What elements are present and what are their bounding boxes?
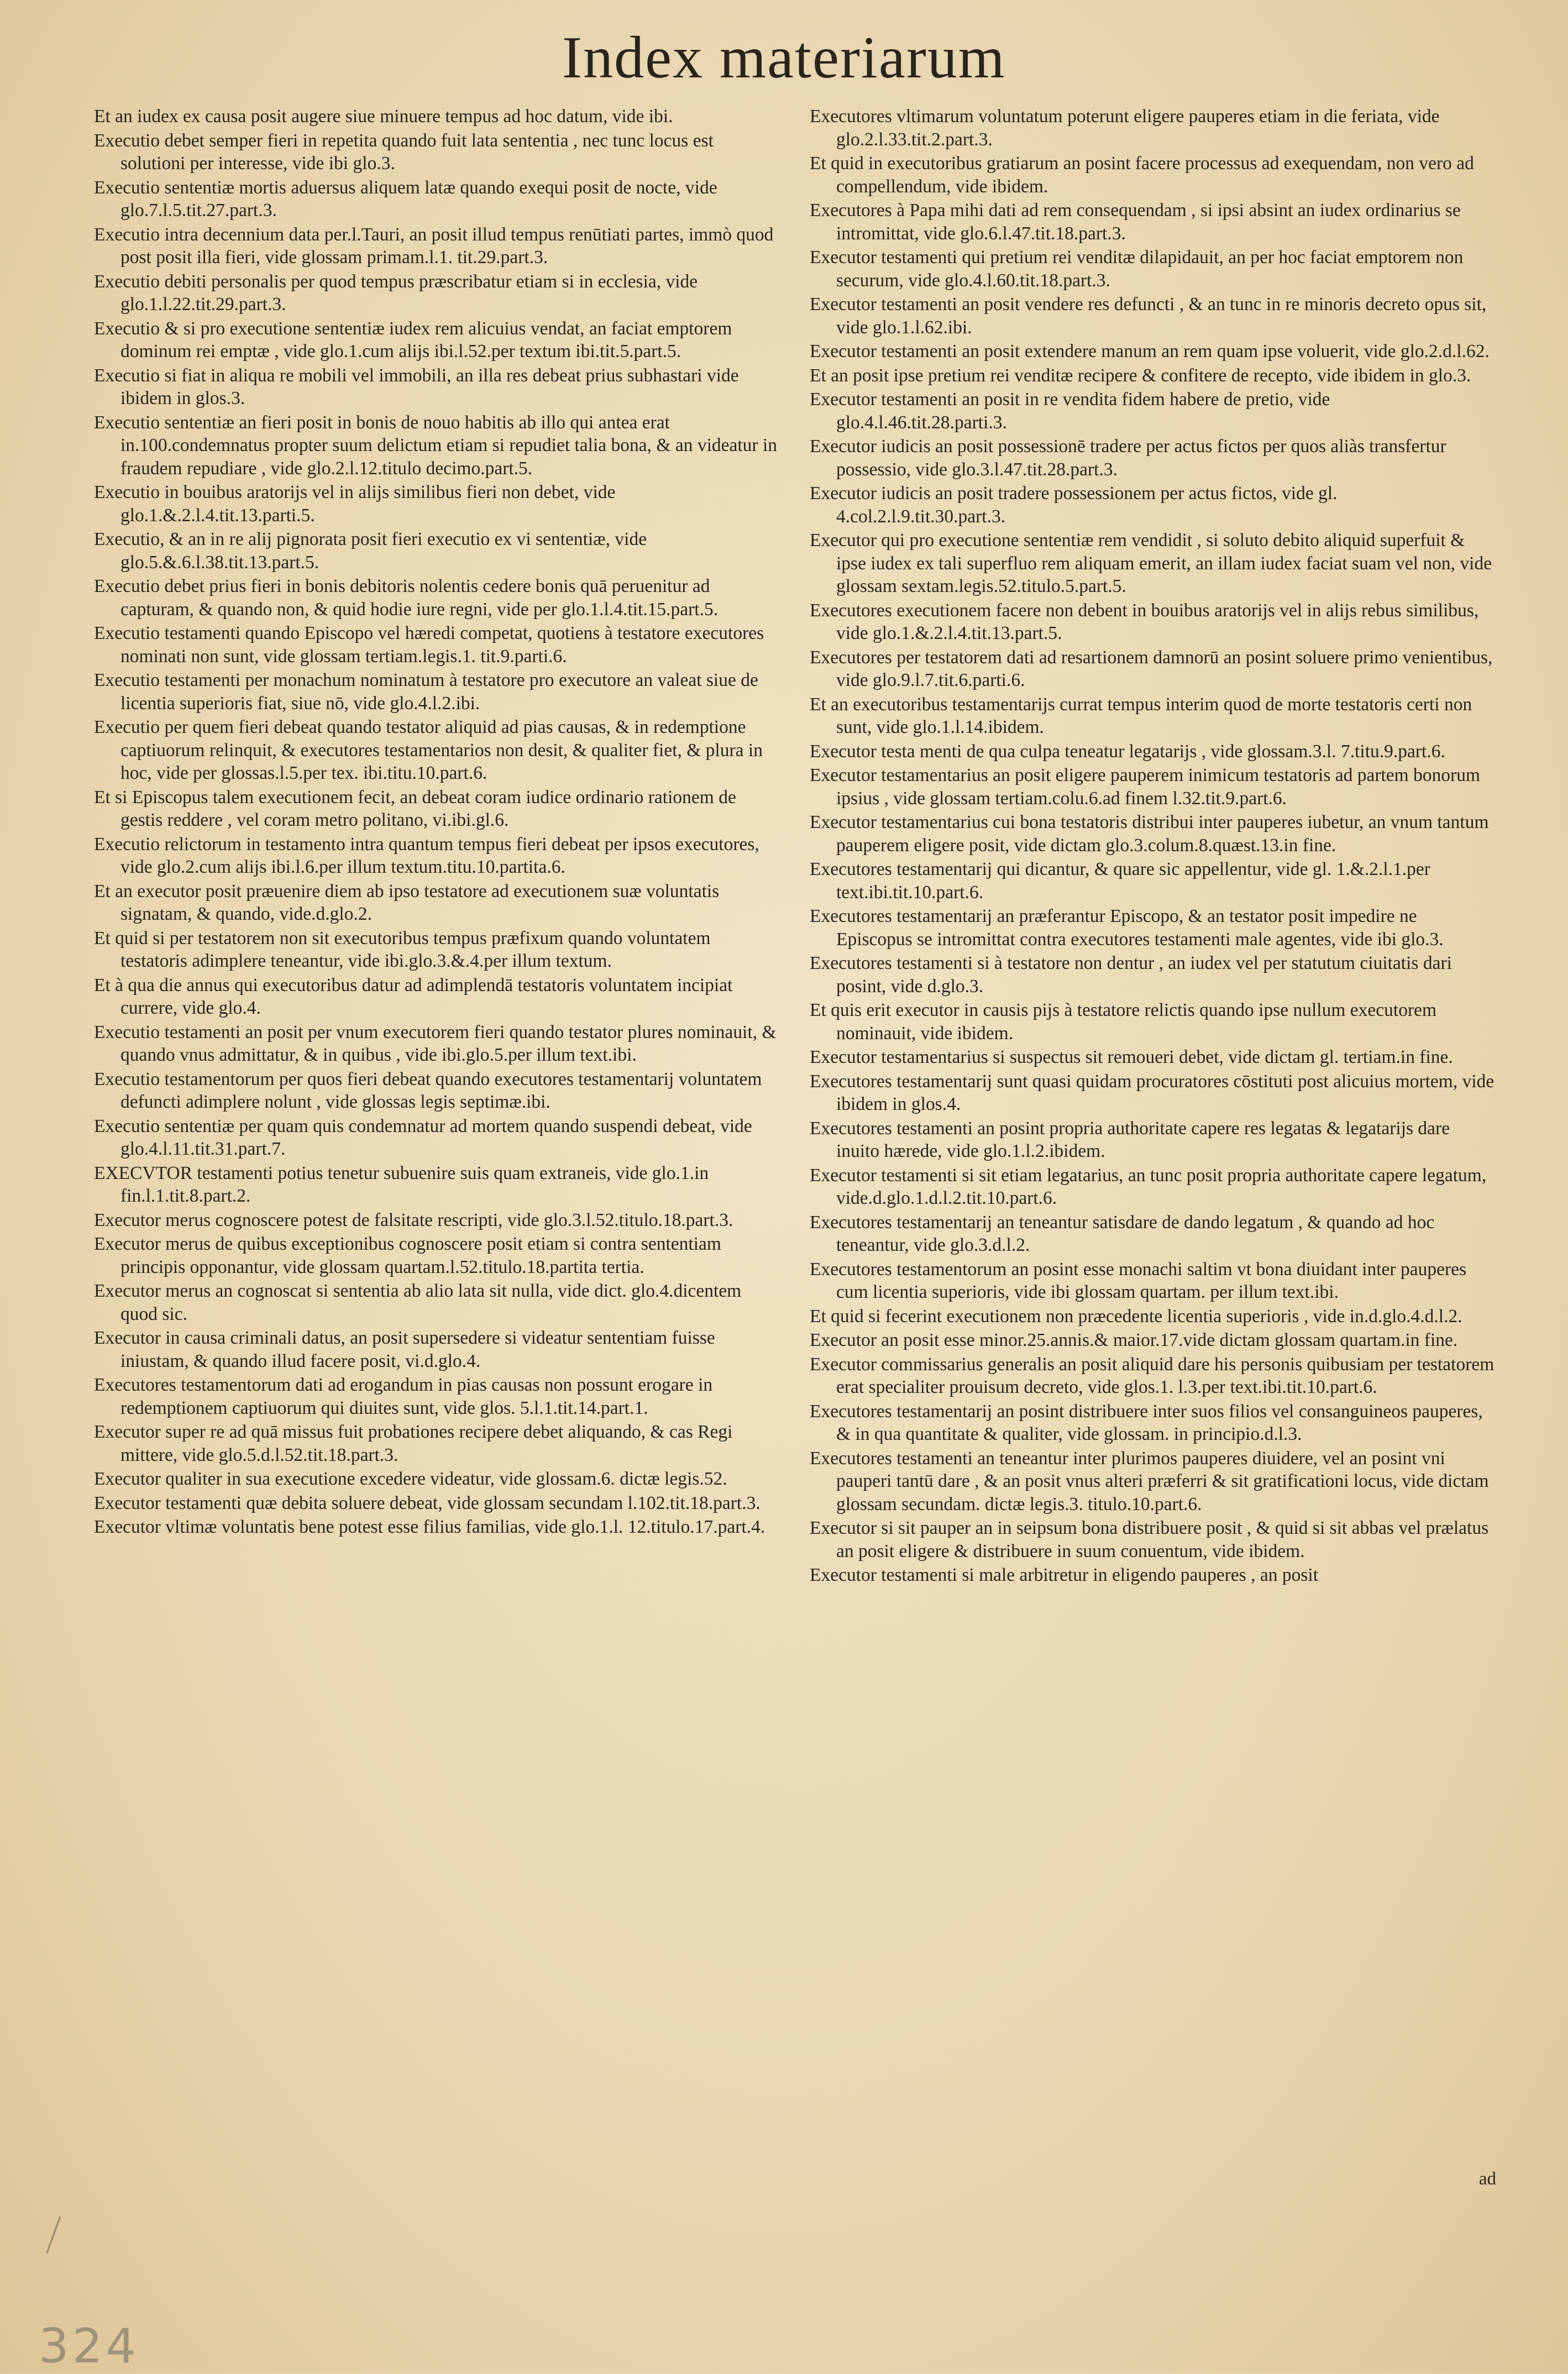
index-entry: Executor testamenti an posit vendere res defuncti , & an tunc in re minoris decreto opus sit, vide glo.1.l.62.ibi. (810, 294, 1487, 338)
index-entry: Executores executionem facere non debent in bouibus aratorijs vel in alijs rebus similibus, vide glo.1.&.2.l.4.tit.13.part.5. (810, 600, 1479, 643)
index-entry: Executores testamentarij an teneantur satisdare de dando legatum , & quando ad hoc teneantur, vide glo.3.d.l.2. (810, 1212, 1435, 1255)
index-entry: Executor qui pro executione sententiæ rem vendidit , si soluto debito aliquid superfuit & ipse iudex ex tali superfluo rem aliquam emerit, an illam iudex faciat suam vel non, vide glossam sextam.legis.52.titulo.5.part.5. (810, 530, 1492, 596)
index-entry: Executio & si pro executione sententiæ iudex rem alicuius vendat, an faciat emptorem dominum rei emptæ , vide glo.1.cum alijs ibi.l.52.per textum ibi.tit.5.part.5. (94, 318, 732, 361)
index-entry: Et si Episcopus talem executionem fecit, an debeat coram iudice ordinario rationem de gestis reddere , vel coram metro politano, vi.ibi.gl.6. (94, 787, 736, 830)
index-entry: Et an executor posit præuenire diem ab ipso testatore ad executionem suæ voluntatis signatam, & quando, vide.d.glo.2. (94, 881, 720, 924)
pen-mark (46, 2216, 66, 2255)
left-column (94, 105, 779, 1540)
index-entry: Executores testamenti an posint propria authoritate capere res legatas & legatarijs dare inuito hærede, vide glo.1.l.2.ibidem. (810, 1118, 1450, 1161)
index-entry: Executor qualiter in sua executione excedere videatur, vide glossam.6. dictæ legis.52. (94, 1469, 727, 1489)
index-entry: Executores testamentarij sunt quasi quidam procuratores cōstituti post alicuius mortem, vide ibidem in glos.4. (810, 1071, 1494, 1114)
index-entry: Executores testamentorum an posint esse monachi saltim vt bona diuidant inter pauperes cum licentia superioris, vide ibi glossam quartam. per illum text.ibi. (810, 1259, 1467, 1302)
index-entry: Executor testamenti an posit extendere manum an rem quam ipse voluerit, vide glo.2.d.l.62. (810, 341, 1490, 361)
index-entry: Et quid si fecerint executionem non præcedente licentia superioris , vide in.d.glo.4.d.l.2. (810, 1306, 1462, 1327)
index-entry: Executio debet prius fieri in bonis debitoris nolentis cedere bonis quā peruenitur ad capturam, & quando non, & quid hodie iure regni, vide per glo.1.l.4.tit.15.part.5. (94, 576, 719, 620)
right-column (810, 105, 1495, 1588)
index-entry: Executio relictorum in testamento intra quantum tempus fieri debeat per ipsos executores, vide glo.2.cum alijs ibi.l.6.per illum textum.titu.10.partita.6. (94, 834, 759, 877)
index-entry: Executor super re ad quā missus fuit probationes recipere debet aliquando, & cas Regi mittere, vide glo.5.d.l.52.tit.18.part.3. (94, 1422, 733, 1465)
index-entry: Executor commissarius generalis an posit aliquid dare his personis quibusiam per testatorem erat specialiter prouisum decreto, vide glos.1. l.3.per text.ibi.tit.10.part.6. (810, 1354, 1494, 1397)
index-entry: Et an executoribus testamentarijs currat tempus interim quod de morte testatoris certi non sunt, vide glo.1.l.14.ibidem. (810, 694, 1472, 737)
index-entry: Executor iudicis an posit possessionē tradere per actus fictos per quos aliàs transfertur possessio, vide glo.3.l.47.tit.28.part.3. (810, 436, 1446, 480)
index-entry: EXECVTOR testamenti potius tenetur subuenire suis quam extraneis, vide glo.1.in fin.l.1.tit.8.part.2. (94, 1162, 709, 1206)
index-entry: Executores testamenti si à testatore non dentur , an iudex vel per statutum ciuitatis dari posint, vide d.glo.3. (810, 953, 1452, 997)
index-entry: Executor si sit pauper an in seipsum bona distribuere posit , & quid si sit abbas vel prælatus an posit eligere & distribuere in suum conuentum, vide ibidem. (810, 1518, 1489, 1561)
index-entry: Executio debet semper fieri in repetita quando fuit lata sententia , nec tunc locus est solutioni per interesse, vide ibi glo.3. (94, 130, 714, 174)
index-entry: Executio testamenti quando Episcopo vel hæredi competat, quotiens à testatore executores nominati non sunt, vide glossam tertiam.legis.1. tit.9.parti.6. (94, 623, 764, 667)
index-entry: Executio si fiat in aliqua re mobili vel immobili, an illa res debeat prius subhastari vide ibidem in glos.3. (94, 365, 739, 408)
index-entry: Executores per testatorem dati ad resartionem damnorū an posint soluere primo venientibus, vide glo.9.l.7.tit.6.parti.6. (810, 647, 1493, 690)
index-entry: Executores testamentarij an præferantur Episcopo, & an testator posit impedire ne Episcopus se intromittat contra executores testamenti male agentes, vide ibi glo.3. (810, 906, 1444, 950)
index-entry: Executor testamenti si sit etiam legatarius, an tunc posit propria authoritate capere legatum, vide.d.glo.1.d.l.2.tit.10.part.6. (810, 1165, 1487, 1208)
index-entry: Executores testamenti an teneantur inter plurimos pauperes diuidere, vel an posint vni pauperi tantū dare , & an posit vnus alteri præferri & sit gratificationi locus, vide dictam glossam secundam. dictæ legis.3. titulo.10.part.6. (810, 1448, 1489, 1514)
index-entry: Executor testamentarius si suspectus sit remoueri debet, vide dictam gl. tertiam.in fine. (810, 1047, 1453, 1067)
index-entry: Executor vltimæ voluntatis bene potest esse filius familias, vide glo.1.l. 12.titulo.17.part.4. (94, 1517, 765, 1537)
folio-number: 324 (39, 2319, 140, 2374)
page-title: Index materiarum (562, 25, 1006, 91)
index-entry: Et quid si per testatorem non sit executoribus tempus præfixum quando voluntatem testatoris adimplere teneantur, vide ibi.glo.3.&.4.per illum textum. (94, 927, 711, 971)
index-entry: Executio sententiæ mortis aduersus aliquem latæ quando exequi posit de nocte, vide glo.7.l.5.tit.27.part.3. (94, 177, 717, 221)
index-entry: Executor merus cognoscere potest de falsitate rescripti, vide glo.3.l.52.titulo.18.part.3. (94, 1209, 733, 1230)
index-entry: Executio sententiæ an fieri posit in bonis de nouo habitis ab illo qui antea erat in.100.condemnatus propter suum delictum etiam si repudiet talia bona, & an videatur in fraudem repudiare , vide glo.2.l.12.titulo decimo.part.5. (94, 412, 778, 479)
index-entry: Executor iudicis an posit tradere possessionem per actus fictos, vide gl. 4.col.2.l.9.tit.30.part.3. (810, 483, 1338, 527)
index-entry: Executor testamenti qui pretium rei venditæ dilapidauit, an per hoc faciat emptorem non securum, vide glo.4.l.60.tit.18.part.3. (810, 247, 1464, 291)
index-entry: Executores à Papa mihi dati ad rem consequendam , si ipsi absint an iudex ordinarius se intromittat, vide glo.6.l.47.tit.18.part.3. (810, 200, 1461, 244)
index-entry: Executio debiti personalis per quod tempus præscribatur etiam si in ecclesia, vide glo.1.l.22.tit.29.part.3. (94, 271, 698, 315)
index-entry: Executores testamentarij qui dicantur, & quare sic appellentur, vide gl. 1.&.2.l.1.per text.ibi.tit.10.part.6. (810, 859, 1430, 903)
index-entry: Executores testamentarij an posint distribuere inter suos filios vel consanguineos pauperes, & in qua quantitate & qualiter, vide glossam. in principio.d.l.3. (810, 1401, 1483, 1444)
index-entry: Executio testamentorum per quos fieri debeat quando executores testamentarij voluntatem defuncti adimplere nolunt , vide glossas legis septimæ.ibi. (94, 1068, 762, 1112)
index-entry: Executio in bouibus aratorijs vel in alijs similibus fieri non debet, vide glo.1.&.2.l.4.tit.13.parti.5. (94, 482, 616, 526)
index-entry: Executio per quem fieri debeat quando testator aliquid ad pias causas, & in redemptione captiuorum relinquit, & executores testamentarios non desit, & qualiter fiet, & plura in hoc, vide per glossas.l.5.per tex. ibi.titu.10.part.6. (94, 717, 763, 783)
index-entry: Executor testamentarius an posit eligere pauperem inimicum testatoris ad partem bonorum ipsius , vide glossam tertiam.colu.6.ad finem l.32.tit.9.part.6. (810, 765, 1481, 809)
index-entry: Executor testa menti de qua culpa teneatur legatarijs , vide glossam.3.l. 7.titu.9.part.6. (810, 741, 1445, 762)
index-entry: Executio intra decennium data per.l.Tauri, an posit illud tempus renūtiati partes, immò quod post posit illa fieri, vide glossam primam.l.1. tit.29.part.3. (94, 224, 774, 268)
index-entry: Executio, & an in re alij pignorata posit fieri executio ex vi sententiæ, vide glo.5.&.6.l.38.tit.13.part.5. (94, 529, 647, 573)
index-entry: Executor testamenti quæ debita soluere debeat, vide glossam secundam l.102.tit.18.part.3. (94, 1492, 761, 1513)
index-entry: Executor testamentarius cui bona testatoris distribui inter pauperes iubetur, an vnum tantum pauperem eligere posit, vide dictam glo.3.colum.8.quæst.13.in fine. (810, 812, 1489, 856)
index-entry: Et quis erit executor in causis pijs à testatore relictis quando ipse nullum executorem nominauit, vide ibidem. (810, 1000, 1437, 1044)
index-entry: Executor testamenti si male arbitretur in eligendo pauperes , an posit (810, 1565, 1319, 1585)
index-entry: Executor merus de quibus exceptionibus cognoscere posit etiam si contra sententiam principis opponantur, vide glossam quartam.l.52.titulo.18.partita tertia. (94, 1234, 721, 1277)
catchword: ad (1478, 2169, 1496, 2189)
index-entry: Et an posit ipse pretium rei venditæ recipere & confitere de recepto, vide ibidem in glo.3. (810, 365, 1471, 386)
index-entry: Executor testamenti an posit in re vendita fidem habere de pretio, vide glo.4.l.46.tit.28.parti.3. (810, 389, 1330, 433)
index-entry: Executor merus an cognoscat si sententia ab alio lata sit nulla, vide dict. glo.4.dicentem quod sic. (94, 1281, 742, 1324)
index-entry: Et quid in executoribus gratiarum an posint facere processus ad exequendam, non vero ad compellendum, vide ibidem. (810, 153, 1474, 197)
index-entry: Executor in causa criminali datus, an posit supersedere si videatur sententiam fuisse iniustam, & quando illud facere posit, vi.d.glo.4. (94, 1328, 715, 1371)
index-entry: Executores testamentorum dati ad erogandum in pias causas non possunt erogare in redemptionem captiuorum qui diuites sunt, vide glos. 5.l.1.tit.14.part.1. (94, 1375, 713, 1418)
index-entry: Executio sententiæ per quam quis condemnatur ad mortem quando suspendi debeat, vide glo.4.l.11.tit.31.part.7. (94, 1115, 752, 1159)
index-entry: Executio testamenti an posit per vnum executorem fieri quando testator plures nominauit, & quando vnus admittatur, & in quibus , vide ibi.glo.5.per illum text.ibi. (94, 1021, 777, 1065)
index-entry: Executio testamenti per monachum nominatum à testatore pro executore an valeat siue de licentia superioris fiat, siue nō, vide glo.4.l.2.ibi. (94, 670, 758, 714)
index-entry: Executores vltimarum voluntatum poterunt eligere pauperes etiam in die feriata, vide glo.2.l.33.tit.2.part.3. (810, 106, 1440, 150)
index-entry: Et an iudex ex causa posit augere siue minuere tempus ad hoc datum, vide ibi. (94, 106, 673, 127)
index-entry: Executor an posit esse minor.25.annis.& maior.17.vide dictam glossam quartam.in fine. (810, 1330, 1458, 1350)
index-entry: Et à qua die annus qui executoribus datur ad adimplendā testatoris voluntatem incipiat currere, vide glo.4. (94, 974, 733, 1018)
